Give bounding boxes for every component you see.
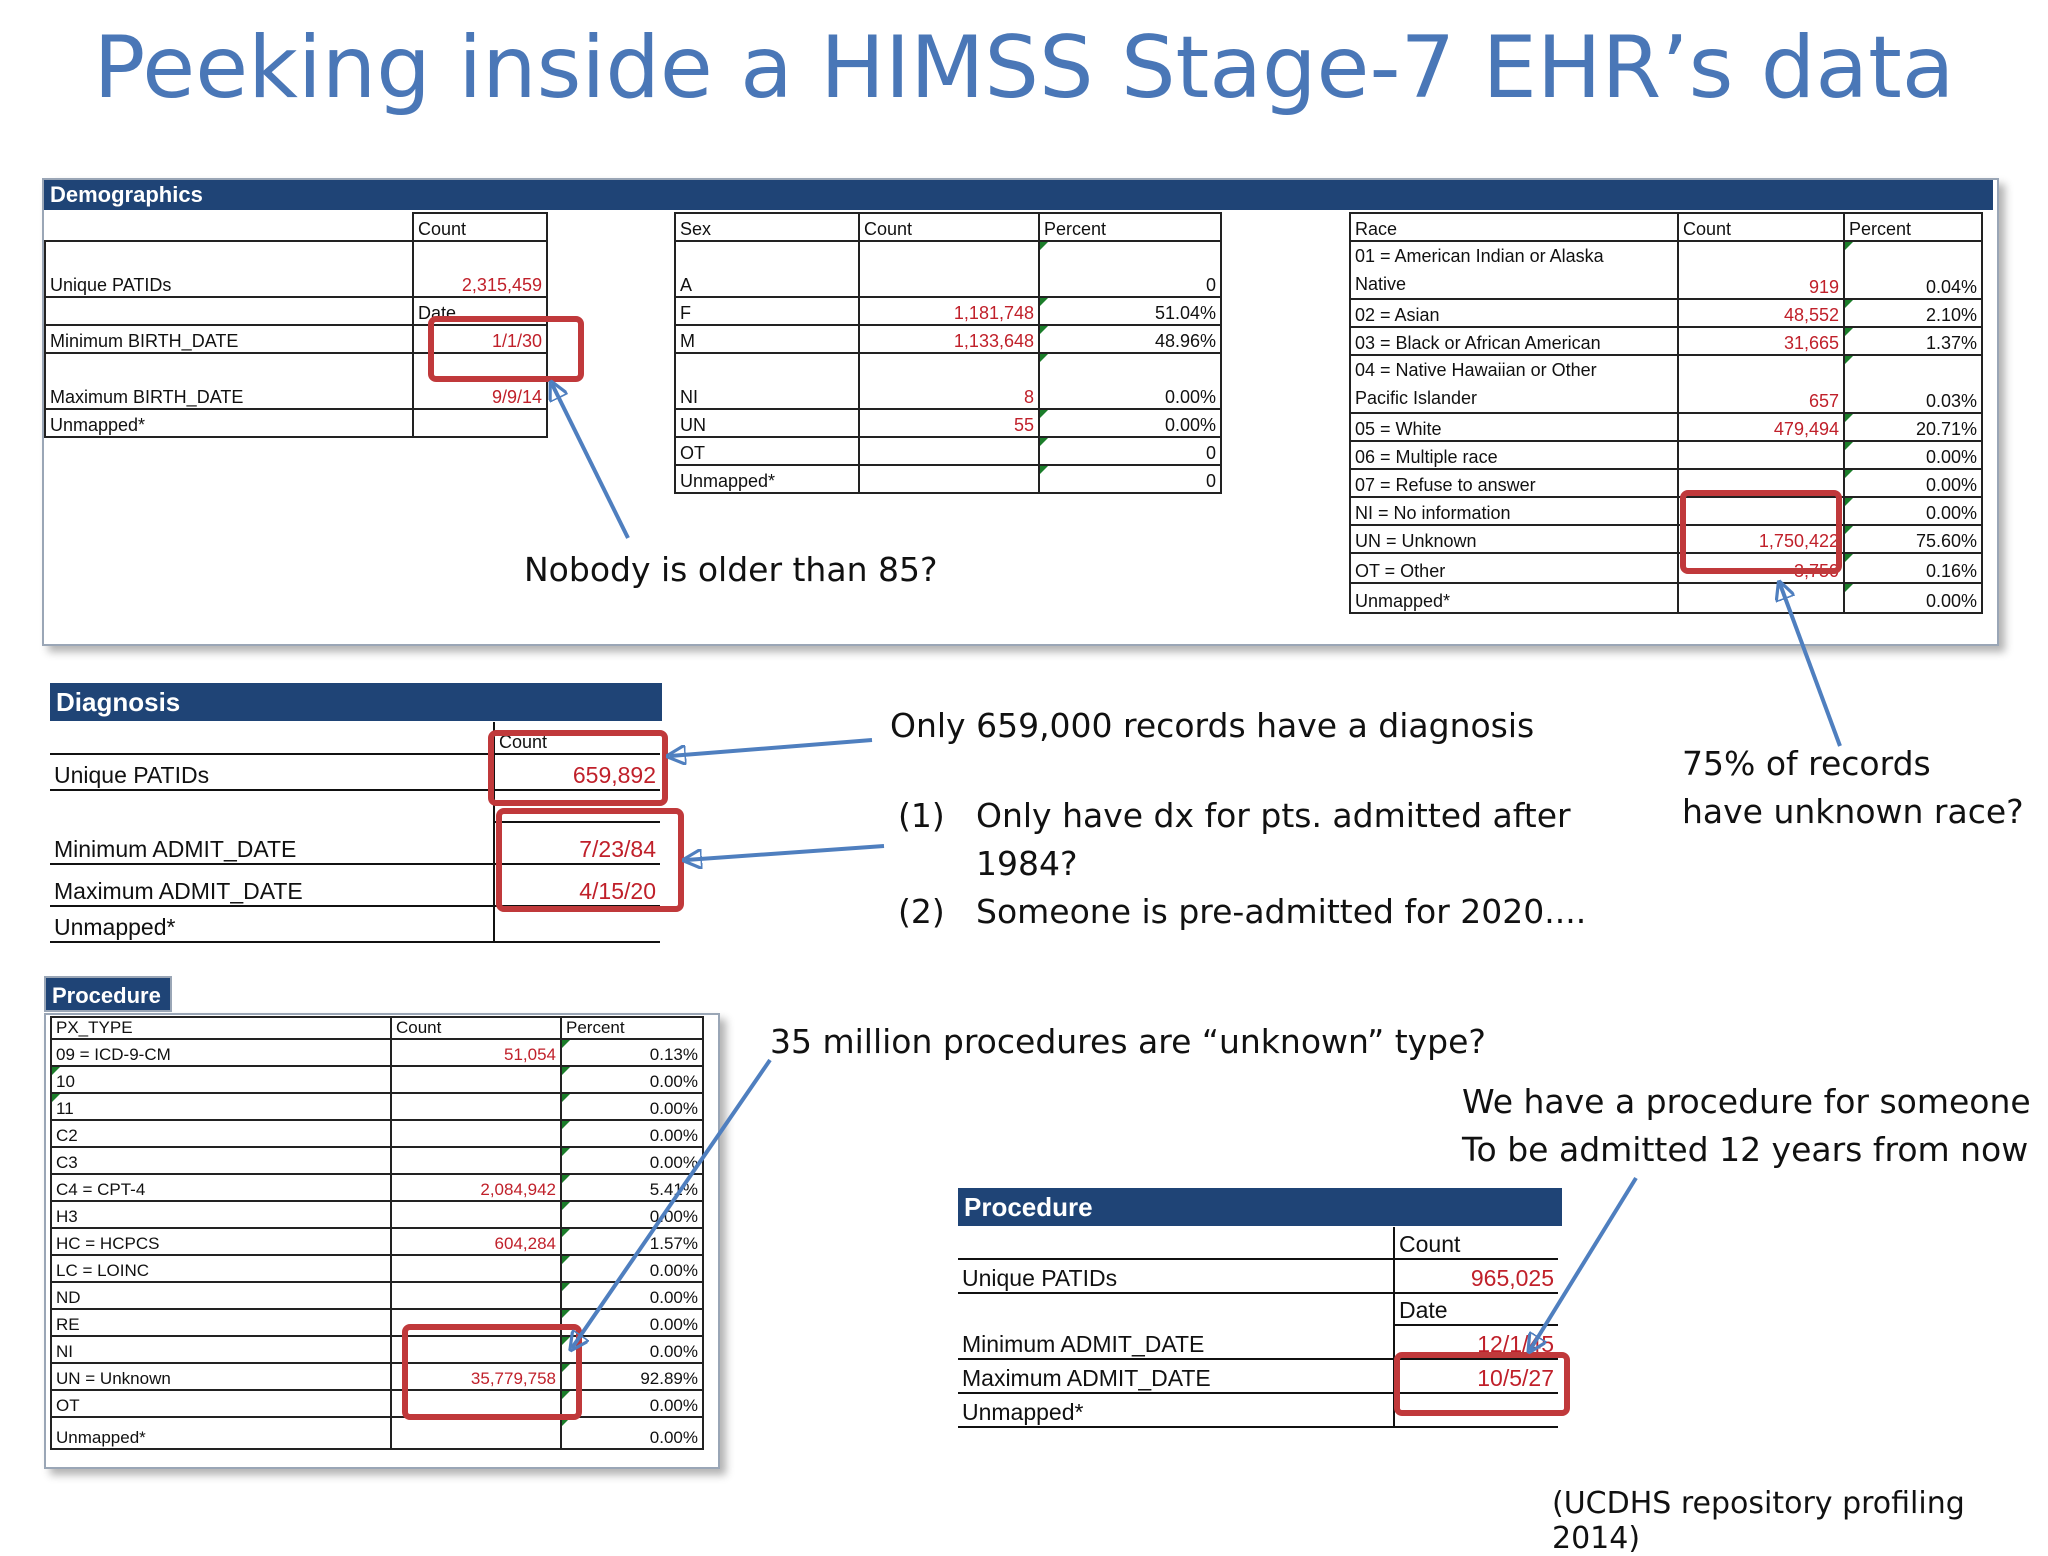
px-type: H3 bbox=[51, 1201, 391, 1228]
sex-percent: 0.00% bbox=[1039, 353, 1221, 409]
px-percent: 0.00% bbox=[561, 1120, 703, 1147]
note-procedure-unknown: 35 million procedures are “unknown” type? bbox=[770, 1022, 1486, 1061]
race-count: 657 bbox=[1678, 355, 1844, 413]
px-percent: 0.00% bbox=[561, 1390, 703, 1417]
race-count-header: Count bbox=[1678, 213, 1844, 241]
note-race-b: have unknown race? bbox=[1682, 792, 2024, 831]
px-type: 09 = ICD-9-CM bbox=[51, 1039, 391, 1066]
sex-count: 55 bbox=[859, 409, 1039, 437]
sex-code: Unmapped* bbox=[675, 465, 859, 493]
px-type: LC = LOINC bbox=[51, 1255, 391, 1282]
px-type: NI bbox=[51, 1336, 391, 1363]
px-count-header: Count bbox=[391, 1017, 561, 1039]
sex-count-header: Count bbox=[859, 213, 1039, 241]
race-label: OT = Other bbox=[1350, 553, 1678, 583]
note-future-a: We have a procedure for someone bbox=[1462, 1082, 2031, 1121]
procedure-header: Procedure bbox=[44, 976, 172, 1012]
note-future-b: To be admitted 12 years from now bbox=[1462, 1130, 2029, 1169]
unique-patids-count: 965,025 bbox=[1394, 1259, 1558, 1293]
unique-patids-label: Unique PATIDs bbox=[45, 241, 413, 297]
count-header: Count bbox=[413, 213, 547, 241]
unmapped-label: Unmapped* bbox=[958, 1393, 1394, 1427]
px-percent-header: Percent bbox=[561, 1017, 703, 1039]
sex-code: F bbox=[675, 297, 859, 325]
count-header: Count bbox=[1394, 1227, 1558, 1259]
arrow-unknown-race bbox=[1780, 584, 1840, 746]
px-percent: 0.00% bbox=[561, 1255, 703, 1282]
arrow-unknown-procedures bbox=[572, 1060, 770, 1348]
race-percent: 20.71% bbox=[1844, 413, 1982, 441]
arrow-diagnosis-count bbox=[670, 740, 872, 756]
min-admit-label: Minimum ADMIT_DATE bbox=[50, 822, 494, 864]
px-percent: 0.00% bbox=[561, 1201, 703, 1228]
slide-title: Peeking inside a HIMSS Stage-7 EHR’s data bbox=[93, 18, 1955, 118]
sex-code: M bbox=[675, 325, 859, 353]
arrow-admit-dates bbox=[686, 846, 884, 860]
min-birth-label: Minimum BIRTH_DATE bbox=[45, 325, 413, 353]
min-admit-label: Minimum ADMIT_DATE bbox=[958, 1325, 1394, 1359]
px-percent: 1.57% bbox=[561, 1228, 703, 1255]
max-admit-label: Maximum ADMIT_DATE bbox=[50, 864, 494, 906]
race-label: 02 = Asian bbox=[1350, 299, 1678, 327]
px-count: 51,054 bbox=[391, 1039, 561, 1066]
px-type: 10 bbox=[51, 1066, 391, 1093]
sex-percent: 0 bbox=[1039, 241, 1221, 297]
race-percent: 0.00% bbox=[1844, 497, 1982, 525]
note-race-a: 75% of records bbox=[1682, 744, 1931, 783]
race-label: 03 = Black or African American bbox=[1350, 327, 1678, 355]
min-admit-value: 12/1/45 bbox=[1394, 1325, 1558, 1359]
race-label: 05 = White bbox=[1350, 413, 1678, 441]
race-col-header: Race bbox=[1350, 213, 1678, 241]
px-type: OT bbox=[51, 1390, 391, 1417]
sex-percent: 48.96% bbox=[1039, 325, 1221, 353]
px-count: 2,084,942 bbox=[391, 1174, 561, 1201]
note-1-line-b: 1984? bbox=[976, 844, 1078, 883]
arrow-future-admit bbox=[1530, 1178, 1636, 1350]
sex-percent: 0 bbox=[1039, 437, 1221, 465]
race-percent: 0.03% bbox=[1844, 355, 1982, 413]
race-percent: 0.04% bbox=[1844, 241, 1982, 299]
max-birth-label: Maximum BIRTH_DATE bbox=[45, 353, 413, 409]
date-header: Date bbox=[413, 297, 547, 325]
race-percent: 0.00% bbox=[1844, 469, 1982, 497]
px-percent: 0.00% bbox=[561, 1417, 703, 1449]
px-percent: 92.89% bbox=[561, 1363, 703, 1390]
px-type: 11 bbox=[51, 1093, 391, 1120]
sex-percent: 51.04% bbox=[1039, 297, 1221, 325]
max-admit-label: Maximum ADMIT_DATE bbox=[958, 1359, 1394, 1393]
px-percent: 0.00% bbox=[561, 1093, 703, 1120]
race-percent: 2.10% bbox=[1844, 299, 1982, 327]
race-percent: 1.37% bbox=[1844, 327, 1982, 355]
max-admit-value: 10/5/27 bbox=[1394, 1359, 1558, 1393]
race-percent: 0.16% bbox=[1844, 553, 1982, 583]
px-type: UN = Unknown bbox=[51, 1363, 391, 1390]
px-percent: 5.41% bbox=[561, 1174, 703, 1201]
px-percent: 0.00% bbox=[561, 1336, 703, 1363]
race-label-line: 04 = Native Hawaiian or Other bbox=[1355, 360, 1597, 380]
note-1-line-a: Only have dx for pts. admitted after bbox=[976, 796, 1571, 835]
px-percent: 0.00% bbox=[561, 1309, 703, 1336]
sex-code: UN bbox=[675, 409, 859, 437]
race-label: UN = Unknown bbox=[1350, 525, 1678, 553]
max-birth-value: 9/9/14 bbox=[413, 353, 547, 409]
race-percent: 0.00% bbox=[1844, 583, 1982, 613]
note-1-number: (1) bbox=[898, 796, 945, 835]
race-percent: 75.60% bbox=[1844, 525, 1982, 553]
note-2-line: Someone is pre-admitted for 2020.... bbox=[976, 892, 1587, 931]
race-percent-header: Percent bbox=[1844, 213, 1982, 241]
sex-col-header: Sex bbox=[675, 213, 859, 241]
px-percent: 0.13% bbox=[561, 1039, 703, 1066]
min-admit-value: 7/23/84 bbox=[494, 822, 660, 864]
note-2-number: (2) bbox=[898, 892, 945, 931]
sex-percent: 0.00% bbox=[1039, 409, 1221, 437]
unmapped-label: Unmapped* bbox=[45, 409, 413, 437]
unique-patids-label: Unique PATIDs bbox=[958, 1259, 1394, 1293]
sex-code: A bbox=[675, 241, 859, 297]
race-label-line: 01 = American Indian or Alaska bbox=[1355, 246, 1604, 266]
race-count: 1,750,422 bbox=[1678, 525, 1844, 553]
px-count: 604,284 bbox=[391, 1228, 561, 1255]
sex-percent-header: Percent bbox=[1039, 213, 1221, 241]
px-count: 35,779,758 bbox=[391, 1363, 561, 1390]
diagnosis-header: Diagnosis bbox=[50, 683, 662, 721]
px-type-header: PX_TYPE bbox=[51, 1017, 391, 1039]
race-count: 919 bbox=[1678, 241, 1844, 299]
sex-code: OT bbox=[675, 437, 859, 465]
unique-patids-count: 2,315,459 bbox=[413, 241, 547, 297]
min-birth-value: 1/1/30 bbox=[413, 325, 547, 353]
px-percent: 0.00% bbox=[561, 1147, 703, 1174]
note-older-85: Nobody is older than 85? bbox=[524, 550, 938, 589]
sex-count: 8 bbox=[859, 353, 1039, 409]
sex-code: NI bbox=[675, 353, 859, 409]
px-type: Unmapped* bbox=[51, 1417, 391, 1449]
sex-count: 1,133,648 bbox=[859, 325, 1039, 353]
px-type: ND bbox=[51, 1282, 391, 1309]
px-percent: 0.00% bbox=[561, 1282, 703, 1309]
race-count: 3,750 bbox=[1678, 553, 1844, 583]
unique-patids-label: Unique PATIDs bbox=[50, 754, 494, 790]
race-count: 479,494 bbox=[1678, 413, 1844, 441]
px-type: RE bbox=[51, 1309, 391, 1336]
race-label: 06 = Multiple race bbox=[1350, 441, 1678, 469]
race-label: 07 = Refuse to answer bbox=[1350, 469, 1678, 497]
date-header: Date bbox=[1394, 1293, 1558, 1325]
px-type: C4 = CPT-4 bbox=[51, 1174, 391, 1201]
race-count: 31,665 bbox=[1678, 327, 1844, 355]
unique-patids-count: 659,892 bbox=[494, 754, 660, 790]
race-label: NI = No information bbox=[1350, 497, 1678, 525]
px-percent: 0.00% bbox=[561, 1066, 703, 1093]
race-percent: 0.00% bbox=[1844, 441, 1982, 469]
px-type: C3 bbox=[51, 1147, 391, 1174]
count-header: Count bbox=[494, 722, 660, 754]
source-citation: (UCDHS repository profiling 2014) bbox=[1552, 1486, 1965, 1556]
race-label: Unmapped* bbox=[1350, 583, 1678, 613]
px-type: HC = HCPCS bbox=[51, 1228, 391, 1255]
note-dx-only: Only 659,000 records have a diagnosis bbox=[890, 706, 1535, 745]
sex-count: 1,181,748 bbox=[859, 297, 1039, 325]
arrow-older85 bbox=[552, 384, 628, 538]
px-type: C2 bbox=[51, 1120, 391, 1147]
procedure-summary-header: Procedure bbox=[958, 1188, 1562, 1226]
race-label-line: Native bbox=[1355, 274, 1407, 294]
sex-percent: 0 bbox=[1039, 465, 1221, 493]
unmapped-label: Unmapped* bbox=[50, 906, 494, 942]
race-label-line: Pacific Islander bbox=[1355, 388, 1478, 408]
max-admit-value: 4/15/20 bbox=[494, 864, 660, 906]
demographics-header: Demographics bbox=[44, 180, 1993, 210]
race-count: 48,552 bbox=[1678, 299, 1844, 327]
